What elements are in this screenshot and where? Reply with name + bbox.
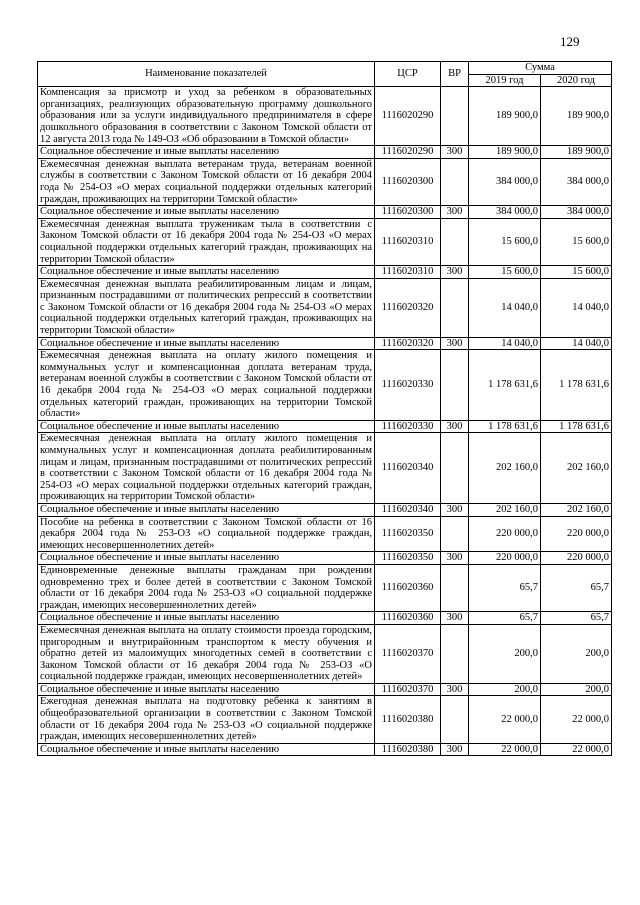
row-value-2019: 384 000,0 [469, 158, 541, 205]
table-row-subtotal [38, 337, 612, 350]
table-row-subtotal [38, 683, 612, 696]
row-csr: 1116020360 [375, 564, 441, 611]
table-row [38, 158, 612, 205]
table-row [38, 350, 612, 421]
row-vr [441, 87, 469, 146]
row-value-2019: 384 000,0 [469, 206, 541, 219]
table-row-subtotal [38, 552, 612, 565]
row-vr: 300 [441, 683, 469, 696]
row-name: Ежемесячная денежная выплата реабилитированным лицам и лицам, признанным пострадавшими от политических репрессий в соответствии с Законом Томской области от 16 декабря 2004 года № 254-ОЗ «О мерах социальной поддержки отдельных категорий граждан, проживающих на территории Томской области» [38, 278, 375, 337]
table-row-subtotal [38, 612, 612, 625]
row-vr [441, 158, 469, 205]
row-value-2020: 189 900,0 [541, 146, 612, 159]
row-value-2019: 22 000,0 [469, 743, 541, 756]
row-csr: 1116020340 [375, 503, 441, 516]
row-csr: 1116020370 [375, 683, 441, 696]
row-value-2020: 200,0 [541, 624, 612, 683]
row-csr: 1116020320 [375, 337, 441, 350]
row-name: Социальное обеспечение и иные выплаты населению [38, 420, 375, 433]
row-value-2019: 202 160,0 [469, 503, 541, 516]
row-value-2019: 220 000,0 [469, 516, 541, 552]
row-csr: 1116020310 [375, 218, 441, 265]
row-value-2020: 14 040,0 [541, 278, 612, 337]
row-vr [441, 278, 469, 337]
row-csr: 1116020350 [375, 516, 441, 552]
row-value-2020: 200,0 [541, 683, 612, 696]
row-csr: 1116020300 [375, 158, 441, 205]
row-vr: 300 [441, 337, 469, 350]
row-name: Социальное обеспечение и иные выплаты населению [38, 743, 375, 756]
row-csr: 1116020310 [375, 266, 441, 279]
row-name: Компенсация за присмотр и уход за ребенком в образовательных организациях, реализующих образовательную программу дошкольного образования или за услуги индивидуального предпринимателя в сфере дошкольного образования в соответствии с Законом Томской области от 12 августа 2013 года № 149-ОЗ «Об образовании в Томской области» [38, 87, 375, 146]
row-vr: 300 [441, 146, 469, 159]
row-name: Социальное обеспечение и иные выплаты населению [38, 266, 375, 279]
row-value-2020: 15 600,0 [541, 266, 612, 279]
row-value-2019: 202 160,0 [469, 433, 541, 504]
row-vr: 300 [441, 552, 469, 565]
table-row [38, 516, 612, 552]
row-csr: 1116020370 [375, 624, 441, 683]
row-csr: 1116020360 [375, 612, 441, 625]
row-vr: 300 [441, 420, 469, 433]
row-name: Социальное обеспечение и иные выплаты населению [38, 206, 375, 219]
row-name: Ежегодная денежная выплата на подготовку ребенка к занятиям в общеобразовательной организации в соответствии с Законом Томской области от 16 декабря 2004 года № 253-ОЗ «О социальной поддержке граждан, имеющих несовершеннолетних детей» [38, 696, 375, 743]
table-row-subtotal [38, 503, 612, 516]
table-row [38, 87, 612, 146]
table-row [38, 218, 612, 265]
row-vr [441, 516, 469, 552]
row-value-2020: 15 600,0 [541, 218, 612, 265]
row-vr: 300 [441, 503, 469, 516]
row-name: Ежемесячная денежная выплата на оплату жилого помещения и коммунальных услуг и компенсационная доплата реабилитированным лицам и лицам, признанным пострадавшими от политических репрессий в соответствии с Законом Томской области от 16 декабря 2004 года № 254-ОЗ «О мерах социальной поддержки отдельных категорий граждан, проживающих на территории Томской области» [38, 433, 375, 504]
row-value-2020: 202 160,0 [541, 503, 612, 516]
row-csr: 1116020340 [375, 433, 441, 504]
row-vr [441, 433, 469, 504]
table-row-subtotal [38, 420, 612, 433]
row-value-2019: 65,7 [469, 612, 541, 625]
table-row [38, 278, 612, 337]
header-vr: ВР [441, 62, 469, 87]
row-vr [441, 564, 469, 611]
row-csr: 1116020290 [375, 87, 441, 146]
table-row [38, 624, 612, 683]
row-value-2019: 14 040,0 [469, 337, 541, 350]
row-value-2020: 189 900,0 [541, 87, 612, 146]
table-row-subtotal [38, 206, 612, 219]
row-value-2019: 200,0 [469, 683, 541, 696]
row-value-2019: 220 000,0 [469, 552, 541, 565]
row-vr: 300 [441, 206, 469, 219]
row-value-2019: 65,7 [469, 564, 541, 611]
row-vr: 300 [441, 266, 469, 279]
row-value-2020: 220 000,0 [541, 516, 612, 552]
row-value-2020: 22 000,0 [541, 743, 612, 756]
page-number: 129 [560, 34, 580, 49]
row-value-2020: 1 178 631,6 [541, 420, 612, 433]
row-name: Пособие на ребенка в соответствии с Законом Томской области от 16 декабря 2004 года № 253-ОЗ «О социальной поддержке граждан, имеющих несовершеннолетних детей» [38, 516, 375, 552]
table-row-subtotal [38, 266, 612, 279]
row-csr: 1116020320 [375, 278, 441, 337]
row-vr [441, 350, 469, 421]
row-name: Социальное обеспечение и иные выплаты населению [38, 146, 375, 159]
row-value-2019: 1 178 631,6 [469, 420, 541, 433]
table-row [38, 696, 612, 743]
row-value-2020: 65,7 [541, 564, 612, 611]
row-value-2020: 384 000,0 [541, 158, 612, 205]
row-vr [441, 218, 469, 265]
row-value-2019: 200,0 [469, 624, 541, 683]
row-name: Социальное обеспечение и иные выплаты населению [38, 552, 375, 565]
row-value-2019: 22 000,0 [469, 696, 541, 743]
row-csr: 1116020380 [375, 743, 441, 756]
row-vr: 300 [441, 612, 469, 625]
header-year-2020: 2020 год [541, 74, 612, 87]
row-name: Ежемесячная денежная выплата на оплату жилого помещения и коммунальных услуг и компенсационная доплата ветеранам труда, ветеранам военной службы в соответствии с Законом Томской области от 16 декабря 2004 года № 254-ОЗ «О мерах социальной поддержки отдельных категорий граждан, проживающих на территории Томской области» [38, 350, 375, 421]
row-value-2019: 189 900,0 [469, 146, 541, 159]
row-value-2019: 14 040,0 [469, 278, 541, 337]
row-name: Ежемесячная денежная выплата труженикам тыла в соответствии с Законом Томской области от 16 декабря 2004 года № 254-ОЗ «О мерах социальной поддержки отдельных категорий граждан, проживающих на территории Томской области» [38, 218, 375, 265]
row-vr [441, 624, 469, 683]
table-row [38, 564, 612, 611]
row-name: Ежемесячная денежная выплата ветеранам труда, ветеранам военной службы в соответствии с Законом Томской области от 16 декабря 2004 года № 254-ОЗ «О мерах социальной поддержки отдельных категорий граждан, проживающих на территории Томской области» [38, 158, 375, 205]
budget-table [37, 61, 612, 756]
row-name: Ежемесячная денежная выплата на оплату стоимости проезда городским, пригородным и внутрирайонным транспортом к месту обучения и обратно детей из малоимущих многодетных семей в соответствии с Законом Томской области от 16 декабря 2004 года № 253-ОЗ «О социальной поддержке граждан, имеющих несовершеннолетних детей» [38, 624, 375, 683]
row-name: Социальное обеспечение и иные выплаты населению [38, 503, 375, 516]
row-value-2020: 14 040,0 [541, 337, 612, 350]
row-value-2019: 1 178 631,6 [469, 350, 541, 421]
row-csr: 1116020300 [375, 206, 441, 219]
row-name: Социальное обеспечение и иные выплаты населению [38, 683, 375, 696]
table-body [38, 87, 612, 756]
row-value-2020: 202 160,0 [541, 433, 612, 504]
row-vr [441, 696, 469, 743]
row-name: Единовременные денежные выплаты гражданам при рождении одновременно трех и более детей в соответствии с Законом Томской области от 16 декабря 2004 года № 253-ОЗ «О социальной поддержке граждан, имеющих несовершеннолетних детей» [38, 564, 375, 611]
row-csr: 1116020290 [375, 146, 441, 159]
row-value-2019: 15 600,0 [469, 266, 541, 279]
table-row [38, 433, 612, 504]
row-csr: 1116020330 [375, 420, 441, 433]
row-name: Социальное обеспечение и иные выплаты населению [38, 337, 375, 350]
row-value-2020: 65,7 [541, 612, 612, 625]
row-value-2020: 1 178 631,6 [541, 350, 612, 421]
row-value-2019: 15 600,0 [469, 218, 541, 265]
row-csr: 1116020330 [375, 350, 441, 421]
row-value-2020: 384 000,0 [541, 206, 612, 219]
row-value-2020: 22 000,0 [541, 696, 612, 743]
row-vr: 300 [441, 743, 469, 756]
row-name: Социальное обеспечение и иные выплаты населению [38, 612, 375, 625]
header-year-2019: 2019 год [469, 74, 541, 87]
table-row-subtotal [38, 743, 612, 756]
row-csr: 1116020380 [375, 696, 441, 743]
row-value-2019: 189 900,0 [469, 87, 541, 146]
row-csr: 1116020350 [375, 552, 441, 565]
row-value-2020: 220 000,0 [541, 552, 612, 565]
table-row-subtotal [38, 146, 612, 159]
header-name: Наименование показателей [38, 62, 375, 87]
header-sum: Сумма [469, 62, 612, 75]
header-csr: ЦСР [375, 62, 441, 87]
